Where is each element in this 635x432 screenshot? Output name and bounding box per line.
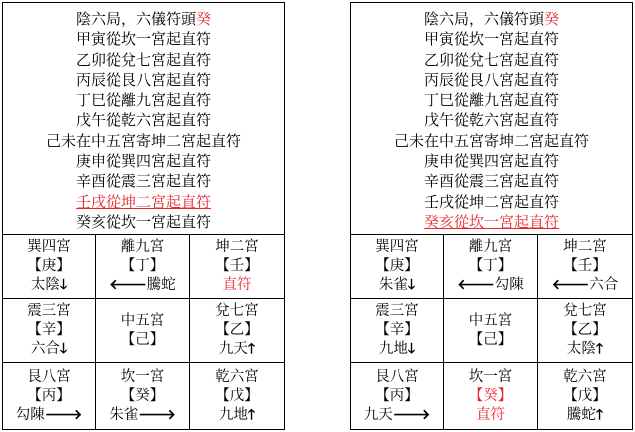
- palace-spirit-row: 九天🡑: [218, 341, 256, 357]
- arrow-right-icon: 🡒: [392, 406, 431, 423]
- header-line: 陰六局，六儀符頭癸: [423, 10, 560, 28]
- header-line: 陰六局，六儀符頭癸: [75, 10, 212, 28]
- palace-name: 中五宮: [468, 312, 513, 329]
- palace-name: 巽四宮: [27, 239, 71, 255]
- palace-stem: 【辛】: [375, 322, 419, 338]
- palace-name: 離九宮: [120, 239, 165, 255]
- arrow-up-icon: 🡑: [595, 406, 604, 423]
- palace-cell-gen8: [3, 363, 96, 429]
- palace-cell-qian6: [190, 363, 284, 429]
- palace-name: 兌七宮: [563, 303, 607, 319]
- palace-spirit-row: 直符: [222, 277, 252, 293]
- palace-cell-kan1: [96, 363, 190, 429]
- header-line: 丁巳從離九宮起直符: [75, 91, 211, 110]
- palace-stem: 【壬】: [563, 258, 607, 274]
- palace-cell-dui7: [190, 299, 284, 363]
- arrow-up-icon: 🡑: [247, 406, 256, 423]
- palace-cell-zhong5: [444, 299, 538, 363]
- header-line: 乙卯從兌七宮起直符: [423, 50, 559, 69]
- palace-cell-dui7: [538, 299, 632, 363]
- palace-name: 兌七宮: [215, 303, 259, 319]
- palace-spirit-row: 🡐勾陳: [457, 277, 524, 293]
- palace-stem: 【戊】: [215, 387, 259, 404]
- palace-cell-qian6: [538, 363, 632, 429]
- arrow-left-icon: 🡐: [109, 277, 147, 293]
- header-line: 丙辰從艮八宮起直符: [75, 70, 211, 89]
- palace-name: 震三宮: [375, 303, 419, 319]
- header-line: 辛酉從震三宮起直符: [423, 172, 559, 191]
- palace-name: 艮八宮: [27, 368, 71, 385]
- arrow-down-icon: 🡓: [407, 341, 416, 357]
- qimen-chart-right: [350, 2, 633, 430]
- palace-cell-xun4: [3, 235, 96, 299]
- palace-spirit-row: 九地🡓: [378, 341, 416, 357]
- header-line: 甲寅從坎一宮起直符: [423, 30, 559, 49]
- palace-stem: 【辛】: [27, 322, 71, 338]
- arrow-right-icon: 🡒: [138, 406, 176, 423]
- header-line: 乙卯從兌七宮起直符: [75, 50, 211, 69]
- palace-name: 中五宮: [120, 312, 165, 329]
- palace-cell-zhen3: [3, 299, 96, 363]
- qimen-chart-left: [2, 2, 285, 430]
- palace-spirit-row: 朱雀🡓: [378, 277, 416, 293]
- palace-name: 坎一宮: [468, 368, 513, 385]
- palace-stem: 【癸】: [468, 387, 513, 404]
- header-line: 庚申從巽四宮起直符: [423, 152, 559, 171]
- palace-cell-kan1: [444, 363, 538, 429]
- palace-grid: [3, 235, 284, 429]
- palace-cell-kun2: [190, 235, 284, 299]
- palace-cell-kun2: [538, 235, 632, 299]
- header-line: 辛酉從震三宮起直符: [75, 172, 211, 191]
- palace-name: 坤二宮: [563, 239, 607, 255]
- palace-name: 巽四宮: [375, 239, 419, 255]
- header-line-highlighted: 壬戌從坤二宮起直符: [75, 192, 211, 211]
- palace-stem: 【乙】: [215, 322, 259, 338]
- header-line-highlighted: 癸亥從坎一宮起直符: [423, 212, 559, 231]
- palace-cell-zhong5: [96, 299, 190, 363]
- arrow-right-icon: 🡒: [44, 406, 83, 423]
- chart-header: [3, 3, 284, 235]
- palace-stem: 【癸】: [120, 387, 165, 404]
- arrow-down-icon: 🡓: [59, 277, 68, 293]
- palace-spirit-row: 六合🡓: [30, 341, 68, 357]
- palace-spirit-row: 🡐六合: [551, 277, 619, 293]
- header-line: 戊午從乾六宮起直符: [75, 111, 211, 130]
- palace-spirit-row: 🡐騰蛇: [109, 277, 176, 293]
- palace-name: 乾六宮: [215, 368, 259, 385]
- arrow-left-icon: 🡐: [457, 277, 495, 293]
- header-line: 丙辰從艮八宮起直符: [423, 70, 559, 89]
- palace-stem: 【丙】: [27, 387, 71, 404]
- header-line: 己未在中五宮寄坤二宮起直符: [393, 131, 589, 150]
- palace-spirit-row: 太陰🡑: [566, 341, 604, 357]
- palace-grid: [351, 235, 632, 429]
- arrow-down-icon: 🡓: [407, 277, 416, 293]
- palace-cell-li9: [96, 235, 190, 299]
- palace-spirit-row: 朱雀🡒: [109, 406, 176, 423]
- palace-name: 乾六宮: [563, 368, 607, 385]
- palace-stem: 【己】: [120, 331, 165, 348]
- palace-stem: 【己】: [468, 331, 513, 348]
- header-line: 己未在中五宮寄坤二宮起直符: [45, 131, 241, 150]
- palace-stem: 【乙】: [563, 322, 607, 338]
- palace-stem: 【戊】: [563, 387, 607, 404]
- palace-cell-li9: [444, 235, 538, 299]
- header-line: 癸亥從坎一宮起直符: [75, 212, 211, 231]
- palace-spirit-row: 九地🡑: [218, 406, 256, 423]
- palace-cell-zhen3: [351, 299, 444, 363]
- palace-cell-gen8: [351, 363, 444, 429]
- arrow-left-icon: 🡐: [551, 277, 590, 293]
- palace-stem: 【庚】: [375, 258, 419, 274]
- palace-name: 坤二宮: [215, 239, 259, 255]
- header-line: 甲寅從坎一宮起直符: [75, 30, 211, 49]
- palace-stem: 【丙】: [375, 387, 419, 404]
- palace-spirit-row: 騰蛇🡑: [566, 406, 604, 423]
- header-line: 庚申從巽四宮起直符: [75, 152, 211, 171]
- palace-name: 艮八宮: [375, 368, 419, 385]
- arrow-up-icon: 🡑: [247, 341, 256, 357]
- palace-name: 震三宮: [27, 303, 71, 319]
- palace-name: 離九宮: [468, 239, 513, 255]
- chart-header: [351, 3, 632, 235]
- palace-spirit-row: 直符: [476, 406, 505, 423]
- header-line: 壬戌從坤二宮起直符: [423, 192, 559, 211]
- palace-stem: 【丁】: [468, 258, 513, 274]
- arrow-up-icon: 🡑: [595, 341, 604, 357]
- header-line: 戊午從乾六宮起直符: [423, 111, 559, 130]
- palace-spirit-row: 九天🡒: [363, 406, 431, 423]
- palace-cell-xun4: [351, 235, 444, 299]
- header-line: 丁巳從離九宮起直符: [423, 91, 559, 110]
- palace-stem: 【壬】: [215, 258, 259, 274]
- arrow-down-icon: 🡓: [59, 341, 68, 357]
- palace-stem: 【丁】: [120, 258, 165, 274]
- palace-spirit-row: 勾陳🡒: [15, 406, 83, 423]
- palace-name: 坎一宮: [120, 368, 165, 385]
- palace-stem: 【庚】: [27, 258, 71, 274]
- palace-spirit-row: 太陰🡓: [30, 277, 68, 293]
